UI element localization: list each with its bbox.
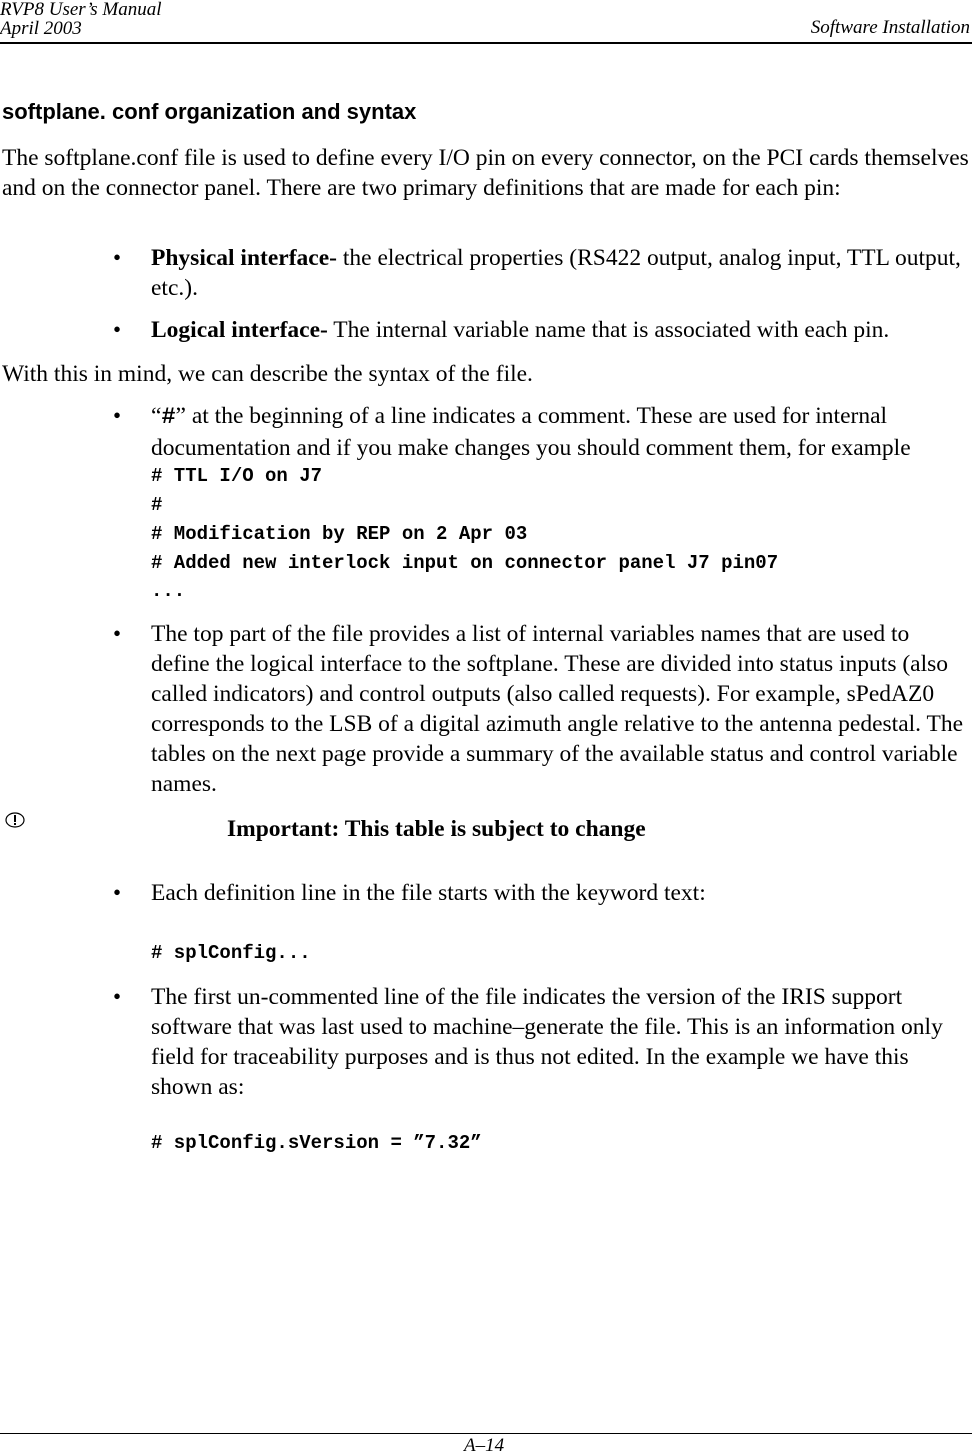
code-line: # Modification by REP on 2 Apr 03 xyxy=(151,523,528,545)
important-icon xyxy=(5,810,25,830)
section-title: softplane. conf organization and syntax xyxy=(2,99,417,124)
running-header-left xyxy=(0,0,162,38)
logical-interface-item xyxy=(151,315,971,345)
code-line: # TTL I/O on J7 xyxy=(151,465,323,487)
bullet-glyph: • xyxy=(113,984,122,1009)
header-rule xyxy=(0,42,972,44)
intro-paragraph: The softplane.conf file is used to define every I/O pin on every connector, on the PCI cards themselves and on the connector panel. There are two primary definitions that are made for each pin: xyxy=(2,145,969,201)
running-header-right: Software Installation xyxy=(810,17,970,38)
manual-title: RVP8 User’s Manual xyxy=(0,0,162,20)
code-line: # Added new interlock input on connector panel J7 pin07 xyxy=(151,552,779,574)
logical-interface-term: Logical interface- xyxy=(151,317,328,343)
code-line: ... xyxy=(151,580,186,602)
code-keyword: # splConfig... xyxy=(151,942,311,964)
physical-interface-text: the electrical properties (RS422 output, analog input, TTL output, etc.). xyxy=(151,245,961,301)
manual-date: April 2003 xyxy=(0,18,82,39)
quote-open: “ xyxy=(151,403,162,429)
logical-interface-text: The internal variable name that is associated with each pin. xyxy=(327,317,890,343)
bullet-glyph: • xyxy=(113,245,122,270)
code-version: # splConfig.sVersion = ”7.32” xyxy=(151,1132,482,1154)
physical-interface-term: Physical interface- xyxy=(151,245,337,271)
comment-bullet xyxy=(151,401,971,463)
definition-bullet: Each definition line in the file starts with the keyword text: xyxy=(151,880,706,906)
code-line: # xyxy=(151,494,163,516)
top-part-bullet: The top part of the file provides a list of internal variables names that are used to define the logical interface to the softplane. These are divided into status inputs (also called indicators) and control outputs (also called requests). For example, sPedAZ0 corresponds to the LSB of a digital azimuth angle relative to the antenna pedestal. The tables on the next page provide a summary of the available status and control variable names. xyxy=(151,621,964,797)
first-line-bullet: The first un-commented line of the file indicates the version of the IRIS support software that was last used to machine–generate the file. This is an information only field for traceability purposes and is thus not edited. In the example we have this shown as: xyxy=(151,984,943,1100)
page-number: A–14 xyxy=(464,1435,505,1456)
hash-symbol: # xyxy=(161,404,176,431)
syntax-intro: With this in mind, we can describe the syntax of the file. xyxy=(2,361,533,387)
bullet-glyph: • xyxy=(113,621,122,646)
physical-interface-item xyxy=(151,243,971,303)
footer-rule xyxy=(0,1433,972,1434)
comment-bullet-text: ” at the beginning of a line indicates a comment. These are used for internal documentation and if you make changes you should comment them, for example xyxy=(151,403,911,461)
important-note: Important: This table is subject to change xyxy=(227,816,646,842)
bullet-glyph: • xyxy=(113,403,122,428)
bullet-glyph: • xyxy=(113,880,122,905)
bullet-glyph: • xyxy=(113,317,122,342)
